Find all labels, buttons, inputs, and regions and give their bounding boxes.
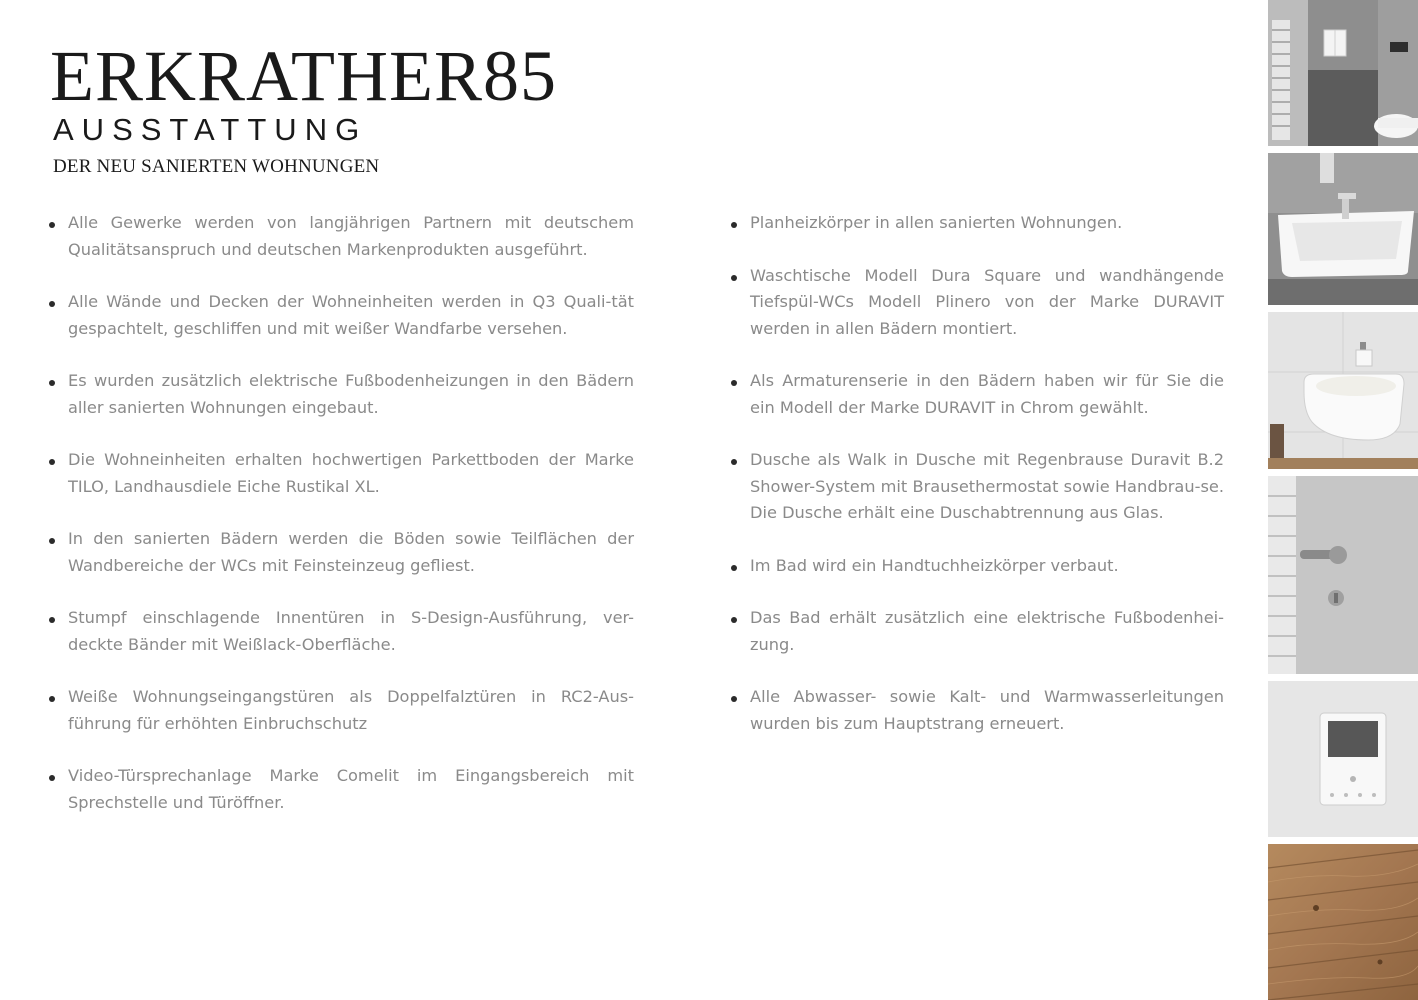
bullet-icon	[731, 222, 737, 228]
page-tagline: DER NEU SANIERTEN WOHNUNGEN	[53, 156, 380, 177]
bullet-icon	[49, 380, 55, 386]
parquet-floor-photo	[1268, 844, 1418, 1000]
list-item	[730, 605, 1224, 658]
list-item-text: Dusche als Walk in Dusche mit Regenbrause Duravit B.2 Shower-System mit Brausethermostat sowie Handbrau-se. Die Dusche erhält eine Duschabtrennung aus Glas.	[750, 450, 1224, 522]
list-item-text: Alle Gewerke werden von langjährigen Partnern mit deutschem Qualitätsanspruch und deutschen Markenprodukten ausgeführt.	[68, 213, 634, 259]
bullet-icon	[731, 380, 737, 386]
list-item-text: Alle Wände und Decken der Wohneinheiten werden in Q3 Quali-tät gespachtelt, geschliffen und mit weißer Wandfarbe versehen.	[68, 292, 634, 338]
bullet-icon	[731, 275, 737, 281]
list-item	[730, 684, 1224, 737]
list-item-text: Es wurden zusätzlich elektrische Fußbodenheizungen in den Bädern aller sanierten Wohnungen eingebaut.	[68, 371, 634, 417]
list-item	[48, 526, 634, 579]
list-item	[730, 553, 1224, 580]
list-item-text: Waschtische Modell Dura Square und wandhängende Tiefspül-WCs Modell Plinero von der Marke DURAVIT werden in allen Bädern montiert.	[750, 265, 1224, 338]
bullet-icon	[731, 565, 737, 571]
bullet-icon	[49, 459, 55, 465]
bullet-icon	[49, 617, 55, 623]
list-item	[48, 684, 634, 737]
bullet-icon	[731, 696, 737, 702]
bullet-icon	[49, 301, 55, 307]
features-list-right	[730, 210, 1224, 763]
washbasin-photo	[1268, 153, 1418, 305]
bullet-icon	[731, 617, 737, 623]
toilet-photo	[1268, 312, 1418, 469]
bullet-icon	[49, 696, 55, 702]
list-item	[730, 447, 1224, 527]
list-item	[48, 605, 634, 658]
bullet-icon	[49, 222, 55, 228]
list-item-text: Stumpf einschlagende Innentüren in S-Design-Ausführung, ver-deckte Bänder mit Weißlack-Oberfläche.	[68, 608, 634, 654]
list-item-text: Im Bad wird ein Handtuchheizkörper verbaut.	[750, 555, 1119, 575]
list-item	[730, 368, 1224, 421]
list-item-text: Weiße Wohnungseingangstüren als Doppelfalztüren in RC2-Aus-führung für erhöhten Einbruchschutz	[68, 687, 634, 733]
bullet-icon	[49, 538, 55, 544]
page-title: ERKRATHER85	[50, 36, 558, 116]
list-item-text: Die Wohneinheiten erhalten hochwertigen Parkettboden der Marke TILO, Landhausdiele Eiche Rustikal XL.	[68, 450, 634, 496]
list-item-text: Video-Türsprechanlage Marke Comelit im Eingangsbereich mit Sprechstelle und Türöffner.	[68, 766, 634, 812]
features-list-left	[48, 210, 634, 842]
list-item	[48, 763, 634, 816]
intercom-photo	[1268, 681, 1418, 837]
list-item-text: Das Bad erhält zusätzlich eine elektrische Fußbodenhei-zung.	[750, 608, 1224, 654]
door-handle-photo	[1268, 476, 1418, 674]
list-item-text: Als Armaturenserie in den Bädern haben wir für Sie die ein Modell der Marke DURAVIT in Chrom gewählt.	[750, 371, 1224, 417]
bullet-icon	[731, 459, 737, 465]
list-item	[48, 210, 634, 263]
list-item-text: Alle Abwasser- sowie Kalt- und Warmwasserleitungen wurden bis zum Hauptstrang erneuert.	[750, 687, 1224, 733]
list-item-text: Planheizkörper in allen sanierten Wohnungen.	[750, 213, 1123, 232]
list-item	[48, 368, 634, 421]
list-item	[730, 263, 1224, 343]
list-item	[730, 210, 1224, 237]
list-item-text: In den sanierten Bädern werden die Böden sowie Teilflächen der Wandbereiche der WCs mit Feinsteinzeug gefliest.	[68, 529, 634, 575]
shower-room-photo	[1268, 0, 1418, 146]
list-item	[48, 447, 634, 500]
bullet-icon	[49, 775, 55, 781]
list-item	[48, 289, 634, 342]
photo-strip	[1268, 0, 1418, 1000]
page-subtitle: AUSSTATTUNG	[53, 112, 368, 147]
